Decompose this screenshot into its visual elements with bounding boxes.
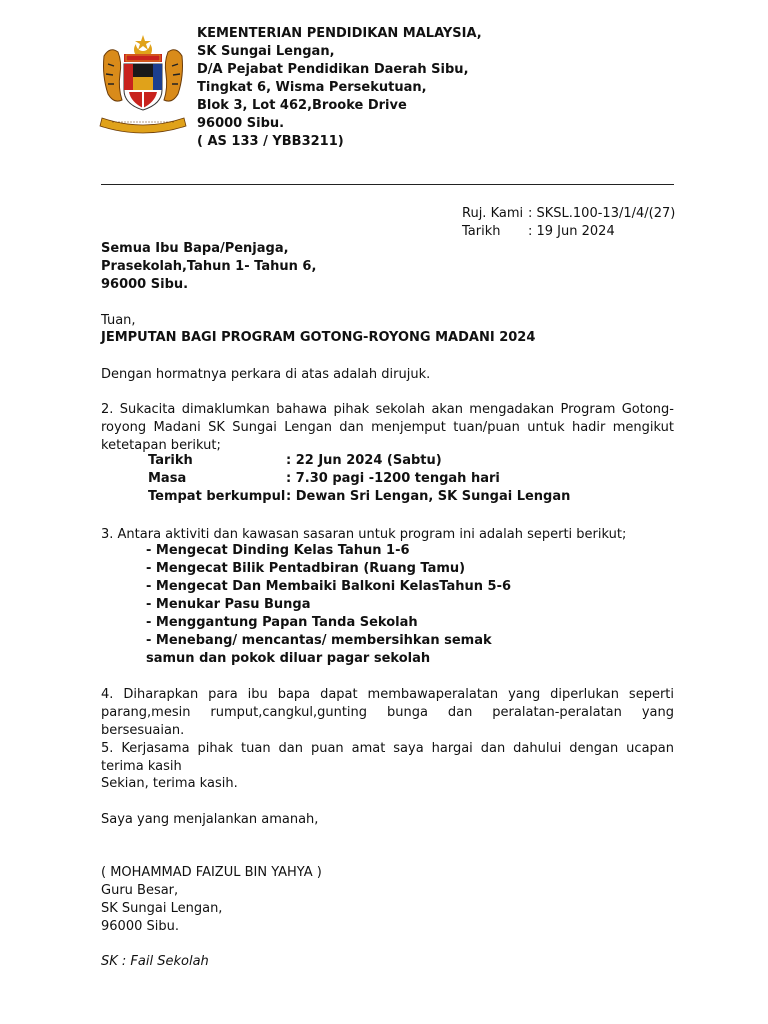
paragraph-2: 2. Sukacita dimaklumkan bahawa pihak sekolah akan mengadakan Program Gotong-royong Madani SK Sungai Lengan dan menjemput tuan/puan untuk hadir mengikut ketetapan berikut; bbox=[101, 402, 674, 453]
malaysia-coat-of-arms-icon bbox=[96, 34, 190, 138]
signatory-name: ( MOHAMMAD FAIZUL BIN YAHYA ) bbox=[101, 865, 322, 880]
letterhead-line: Tingkat 6, Wisma Persekutuan, bbox=[197, 80, 427, 95]
activity-item: - Mengecat Dinding Kelas Tahun 1-6 bbox=[146, 543, 410, 558]
date-label: Tarikh bbox=[462, 224, 501, 239]
recipient-block bbox=[101, 240, 316, 294]
recipient-line: Semua Ibu Bapa/Penjaga, bbox=[101, 241, 289, 256]
letterhead-line: 96000 Sibu. bbox=[197, 116, 285, 131]
signatory-line: SK Sungai Lengan, bbox=[101, 901, 223, 916]
letterhead-line: KEMENTERIAN PENDIDIKAN MALAYSIA, bbox=[197, 26, 482, 41]
activity-item: - Menebang/ mencantas/ membersihkan semak bbox=[146, 633, 492, 648]
paragraph-5: 5. Kerjasama pihak tuan dan puan amat saya hargai dan dahului dengan ucapan terima kasih bbox=[101, 741, 674, 774]
activity-item: - Menggantung Papan Tanda Sekolah bbox=[146, 615, 418, 630]
activity-item: - Mengecat Dan Membaiki Balkoni KelasTahun 5-6 bbox=[146, 579, 512, 594]
letterhead-address bbox=[197, 25, 482, 151]
date-value: : 19 Jun 2024 bbox=[528, 224, 615, 239]
recipient-line: Prasekolah,Tahun 1- Tahun 6, bbox=[101, 259, 317, 274]
ref-label: Ruj. Kami bbox=[462, 206, 524, 221]
event-details bbox=[148, 452, 570, 506]
activity-item: - Mengecat Bilik Pentadbiran (Ruang Tamu) bbox=[146, 561, 466, 576]
closing-line: Sekian, terima kasih. bbox=[101, 776, 238, 791]
activity-item: samun dan pokok diluar pagar sekolah bbox=[146, 651, 431, 666]
header-divider bbox=[101, 184, 674, 185]
detail-label: Masa bbox=[148, 471, 187, 486]
paragraph-4: 4. Diharapkan para ibu bapa dapat membawaperalatan yang diperlukan seperti parang,mesin rumput,cangkul,gunting bunga dan peralatan-peralatan yang bersesuaian. bbox=[101, 687, 674, 738]
letterhead-line: Blok 3, Lot 462,Brooke Drive bbox=[197, 98, 407, 113]
detail-label: Tarikh bbox=[148, 453, 193, 468]
subject-line: JEMPUTAN BAGI PROGRAM GOTONG-ROYONG MADANI 2024 bbox=[101, 330, 536, 345]
detail-value: : 22 Jun 2024 (Sabtu) bbox=[286, 453, 442, 468]
cc-line: SK : Fail Sekolah bbox=[101, 954, 209, 969]
detail-label: Tempat berkumpul bbox=[148, 489, 286, 504]
amanah-line: Saya yang menjalankan amanah, bbox=[101, 812, 319, 827]
recipient-line: 96000 Sibu. bbox=[101, 277, 189, 292]
signatory-line: Guru Besar, bbox=[101, 883, 179, 898]
salutation: Tuan, bbox=[101, 313, 136, 328]
activity-item: - Menukar Pasu Bunga bbox=[146, 597, 311, 612]
ref-value: : SKSL.100-13/1/4/(27) bbox=[528, 206, 676, 221]
paragraph-1: Dengan hormatnya perkara di atas adalah dirujuk. bbox=[101, 367, 431, 382]
reference-block bbox=[462, 205, 675, 241]
paragraph-3: 3. Antara aktiviti dan kawasan sasaran untuk program ini adalah seperti berikut; bbox=[101, 527, 627, 542]
activity-list bbox=[146, 542, 511, 668]
signatory-line: 96000 Sibu. bbox=[101, 919, 179, 934]
letterhead-line: ( AS 133 / YBB3211) bbox=[197, 134, 344, 149]
letterhead-line: SK Sungai Lengan, bbox=[197, 44, 335, 59]
detail-value: : 7.30 pagi -1200 tengah hari bbox=[286, 471, 500, 486]
signature-block bbox=[101, 864, 322, 936]
letterhead-line: D/A Pejabat Pendidikan Daerah Sibu, bbox=[197, 62, 469, 77]
detail-value: : Dewan Sri Lengan, SK Sungai Lengan bbox=[286, 489, 571, 504]
